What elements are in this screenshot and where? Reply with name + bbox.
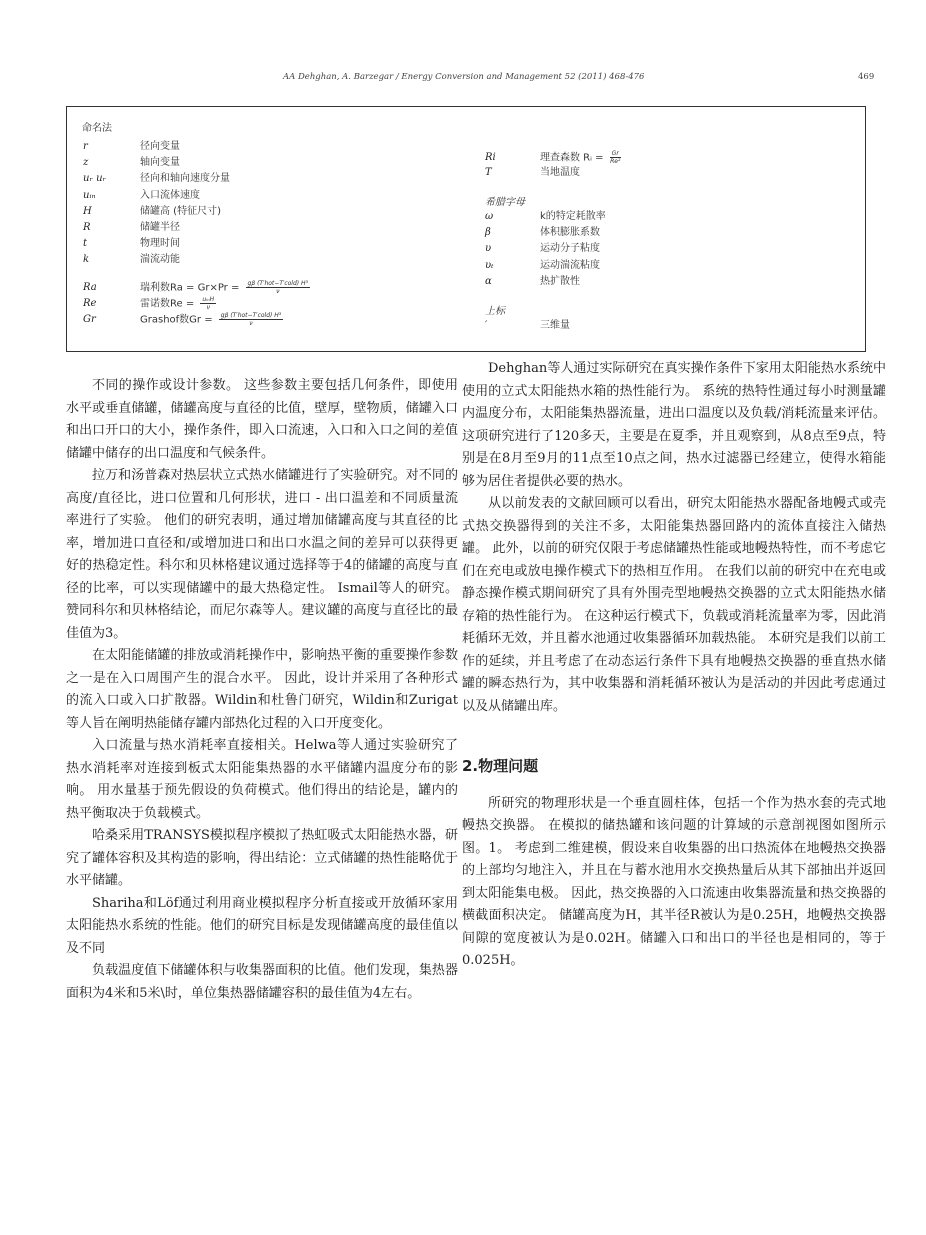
body-paragraph: 所研究的物理形状是一个垂直圆柱体，包括一个作为热水套的壳式地幔热交换器。 在模拟的储热罐和该问题的计算域的示意剖视图如图所示图。1。 考虑到二维建模，假设来自收集器的出口热流体在地幔热交换器的上部均匀地注入，并且在与蓄水池用水交换热量后从其下部抽出并返回到太阳能集电极。 因此，热交换器的入口流速由收集器流量和热交换器的横截面积决定。 储罐高度为H，其半径R被认为是0.25H，地幔热交换器间隙的宽度被认为是0.02H。储罐入口和出口的半径也是相同的，等于0.025H。 xyxy=(462,795,886,968)
nomenclature-title: 命名法 xyxy=(82,123,112,134)
body-paragraph: 负载温度值下储罐体积与收集器面积的比值。他们发现，集热器面积为4米和5米\时，单位集热器储罐容积的最佳值为4左右。 xyxy=(66,963,458,1001)
fraction xyxy=(610,150,621,165)
nomenclature-symbol: uᵣ uᵣ xyxy=(83,173,107,184)
nomenclature-symbol: r xyxy=(83,141,88,152)
nomenclature-symbol: H xyxy=(83,206,92,217)
nomenclature-symbol: β xyxy=(485,227,491,238)
formula-label: 雷诺数Re = xyxy=(140,298,195,310)
nomenclature-symbol: k xyxy=(83,254,90,265)
fraction-denominator: ν xyxy=(206,304,210,311)
nomenclature-symbol: Gr xyxy=(83,314,96,325)
nomenclature-desc: 物理时间 xyxy=(140,238,180,249)
nomenclature-symbol: α xyxy=(485,276,492,287)
nomenclature-desc: 三维量 xyxy=(540,320,570,331)
nomenclature-box xyxy=(66,106,866,352)
body-paragraph: 哈桑采用TRANSYS模拟程序模拟了热虹吸式太阳能热水器，研究了罐体容积及其构造的影响，得出结论：立式储罐的热性能略优于水平储罐。 xyxy=(66,828,458,888)
right-text-column xyxy=(462,358,886,973)
nomenclature-desc: k的特定耗散率 xyxy=(540,211,606,222)
fraction xyxy=(246,280,310,295)
fraction-numerator: Gr xyxy=(611,150,619,157)
nomenclature-symbol: R xyxy=(83,222,91,233)
nomenclature-symbol: υ xyxy=(485,243,492,254)
nomenclature-symbol: ω xyxy=(485,211,494,222)
fraction-numerator: uᵢₙH xyxy=(202,296,215,303)
nomenclature-desc: 入口流体速度 xyxy=(140,190,200,201)
fraction-denominator: ν xyxy=(276,288,280,295)
nomenclature-desc: 运动湍流粘度 xyxy=(540,260,600,271)
fraction-denominator: Re² xyxy=(610,158,621,165)
running-head: AA Dehghan, A. Barzegar / Energy Conversion and Management 52 (2011) 468-476 xyxy=(283,72,645,82)
formula-label: 瑞利数Ra = Gr×Pr = xyxy=(140,282,240,294)
nomenclature-desc: 热扩散性 xyxy=(540,276,580,287)
nomenclature-desc: 径向变量 xyxy=(140,141,180,152)
fraction xyxy=(200,296,216,311)
nomenclature-symbol: υₜ xyxy=(485,260,494,271)
fraction xyxy=(219,312,283,327)
nomenclature-symbol: z xyxy=(83,157,89,168)
nomenclature-symbol: Ra xyxy=(83,282,97,293)
body-paragraph: 在太阳能储罐的排放或消耗操作中，影响热平衡的重要操作参数之一是在入口周围产生的混合水平。 因此，设计并采用了各种形式的流入口或入口扩散器。Wildin和杜鲁门研究，Wildin和Zurigat等人旨在阐明热能储存罐内部热化过程的入口开度变化。 xyxy=(66,648,458,731)
nomenclature-symbol: uᵢₙ xyxy=(83,190,96,201)
fraction-denominator: ν xyxy=(249,320,253,327)
nomenclature-symbol: T xyxy=(485,167,492,178)
nomenclature-desc: 储罐半径 xyxy=(140,222,180,233)
page-header xyxy=(0,72,926,88)
nomenclature-symbol: ′ xyxy=(485,320,488,331)
superscript-title: 上标 xyxy=(485,306,505,317)
nomenclature-formula xyxy=(140,280,310,297)
greek-letters-title: 希腊字母 xyxy=(485,197,525,208)
fraction-numerator: gβ (T′hot−T′cold) H³ xyxy=(247,280,308,287)
body-paragraph: 从以前发表的文献回顾可以看出，研究太阳能热水器配备地幔式或壳式热交换器得到的关注不多，太阳能集热器回路内的流体直接注入储热罐。 此外，以前的研究仅限于考虑储罐热性能或地幔热特性，而不考虑它们在充电或放电操作模式下的热相互作用。 在我们以前的研究中在充电或静态操作模式期间研究了具有外围壳型地幔热交换器的立式太阳能热水储存箱的热性能行为。 在这种运行模式下，负载或消耗流量率为零，因此消耗循环无效，并且蓄水池通过收集器循环加载热能。 本研究是我们以前工作的延续，并且考虑了在动态运行条件下具有地幔热交换器的垂直热水储罐的瞬态热行为，其中收集器和消耗循环被认为是活动的并因此考虑通过以及从储罐出库。 xyxy=(462,496,886,714)
nomenclature-desc: 储罐高 (特征尺寸) xyxy=(140,206,221,217)
nomenclature-symbol: Re xyxy=(83,298,97,309)
nomenclature-desc: 当地温度 xyxy=(540,167,580,178)
nomenclature-symbol: Ri xyxy=(485,152,496,163)
nomenclature-desc: 运动分子粘度 xyxy=(540,243,600,254)
fraction-numerator: gβ (T′hot−T′cold) H³ xyxy=(220,312,282,319)
formula-label: 理查森数 Rᵢ = xyxy=(540,152,604,164)
formula-label: Grashof数Gr = xyxy=(140,314,213,326)
nomenclature-desc: 轴向变量 xyxy=(140,157,180,168)
body-paragraph: 入口流量与热水消耗率直接相关。Helwa等人通过实验研究了热水消耗率对连接到板式太阳能集热器的水平储罐内温度分布的影响。 用水量基于预先假设的负荷模式。他们得出的结论是，罐内的热平衡取决于负载模式。 xyxy=(66,738,458,821)
section-heading: 2.物理问题 xyxy=(462,757,539,775)
body-paragraph: Dehghan等人通过实际研究在真实操作条件下家用太阳能热水系统中使用的立式太阳能热水箱的热性能行为。 系统的热特性通过每小时测量罐内温度分布，太阳能集热器流量，进出口温度以及负载/消耗流量来评估。 这项研究进行了120多天，主要是在夏季，并且观察到，从8点至9点，特别是在8月至9月的11点至10点之间，热水过滤器已经建立，使得水箱能够为居住者提供必要的热水。 xyxy=(462,361,886,489)
nomenclature-desc: 体积膨胀系数 xyxy=(540,227,600,238)
nomenclature-desc: 径向和轴向速度分量 xyxy=(140,173,230,184)
body-paragraph: Shariha和Löf通过利用商业模拟程序分析直接或开放循环家用太阳能热水系统的性能。他们的研究目标是发现储罐高度的最佳值以及不同 xyxy=(66,895,458,956)
body-paragraph: 拉万和汤普森对热层状立式热水储罐进行了实验研究。对不同的高度/直径比，进口位置和几何形状，进口 - 出口温差和不同质量流率进行了实验。 他们的研究表明，通过增加储罐高度与其直径的比率，增加进口直径和/或增加进口和出口水温之间的差异可以获得更好的热稳定性。科尔和贝林格建议通过选择等于4的储罐的高度与直径的比率，可以实现储罐中的最大热稳定性。 Ismail等人的研究。赞同科尔和贝林格结论，而尼尔森等人。建议罐的高度与直径比的最佳值为3。 xyxy=(66,468,458,641)
nomenclature-formula xyxy=(140,296,216,313)
left-text-column xyxy=(66,375,458,1005)
page-number: 469 xyxy=(858,72,875,82)
nomenclature-symbol: t xyxy=(83,238,88,249)
nomenclature-desc: 湍流动能 xyxy=(140,254,180,265)
body-paragraph: 不同的操作或设计参数。 这些参数主要包括几何条件，即使用水平或垂直储罐，储罐高度与直径的比值，壁厚，壁物质，储罐入口和出口开口的大小，操作条件，即入口流速，入口和入口之间的差值储罐中储存的出口温度和气候条件。 xyxy=(66,378,458,461)
nomenclature-formula xyxy=(140,312,283,329)
